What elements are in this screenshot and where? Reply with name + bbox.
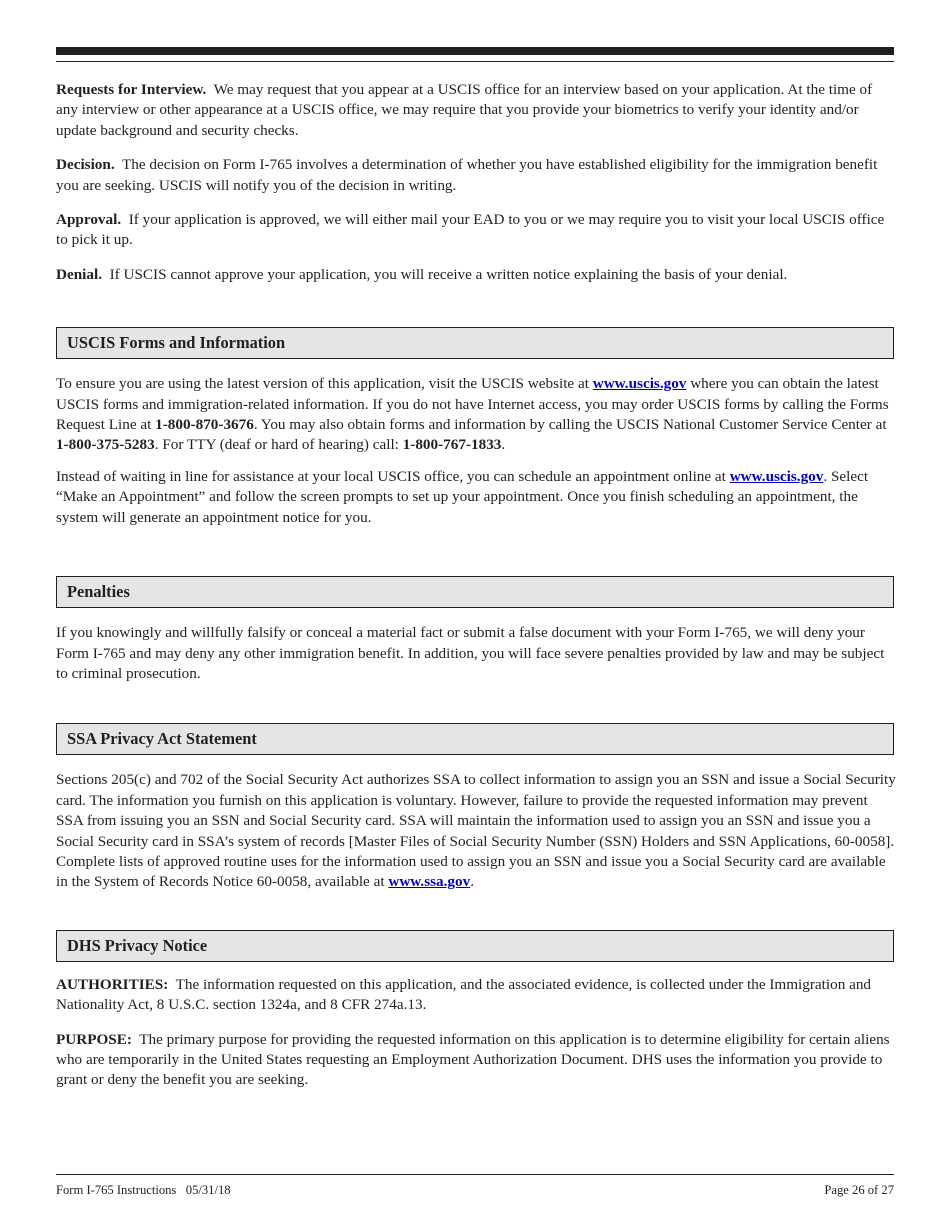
denial-label: Denial. — [56, 265, 102, 283]
section-heading-ssa-privacy: SSA Privacy Act Statement — [56, 723, 894, 755]
ssa-website-link[interactable]: www.ssa.gov — [388, 873, 471, 891]
footer-rule — [56, 1174, 894, 1175]
dhs-purpose-paragraph — [56, 1030, 896, 1091]
section-heading-dhs-privacy: DHS Privacy Notice — [56, 930, 894, 962]
uscis-forms-paragraph-1 — [56, 374, 896, 456]
authorities-label: AUTHORITIES: — [56, 975, 169, 993]
uscis-forms-text-b: where you can obtain the latest USCIS forms and immigration-related information. If you do not have Internet access, you may order USCIS forms by calling the Forms Request Line at — [56, 375, 889, 434]
interview-text: We may request that you appear at a USCIS office for an interview based on your application. At the time of any interview or other appearance at a USCIS office, we may require that you provide your biometrics to verify your identity and/or update background and security checks. — [56, 81, 873, 139]
footer-form-info: Form I-765 Instructions 05/31/18 — [56, 1183, 231, 1197]
appointment-text-a: Instead of waiting in line for assistance at your local USCIS office, you can schedule an appointment online at — [56, 467, 726, 485]
decision-label: Decision. — [56, 156, 115, 174]
approval-paragraph — [56, 210, 896, 251]
authorities-text: The information requested on this application, and the associated evidence, is collected under the Immigration and Nationality Act, 8 U.S.C. section 1324a, and 8 CFR 274a.13. — [56, 975, 872, 1014]
ssa-privacy-paragraph — [56, 770, 896, 892]
uscis-website-link[interactable]: www.uscis.gov — [592, 375, 687, 393]
uscis-forms-text-e: . — [501, 436, 506, 454]
page-content — [56, 80, 896, 1105]
interview-label: Requests for Interview. — [56, 81, 207, 98]
approval-label: Approval. — [56, 211, 122, 229]
uscis-appointment-link[interactable]: www.uscis.gov — [729, 467, 824, 485]
ssa-privacy-text: Sections 205(c) and 702 of the Social Security Act authorizes SSA to collect information to assign you an SSN and issue a Social Security card. The information you furnish on this application is voluntary. However, failure to provide the requested information may prevent SSA from issuing you an SSN and Social Security card. SSA will maintain the information used to assign you an SSN and issue you a Social Security card in SSA’s system of records [Master Files of Social Security Number (SSN) Holders and SSN Applications, 60-0058]. Complete lists of approved routine uses for the information used to assign you an SSN and issue you a Social Security card are available in the System of Records Notice 60-0058, available at — [56, 771, 896, 891]
appointment-text-b: . Select “Make an Appointment” and follow the screen prompts to set up your appointment. Once you finish scheduling an appointment, the system will generate an appointment notice for you. — [56, 467, 869, 526]
customer-service-phone: 1-800-375-5283 — [56, 436, 155, 454]
denial-text: If USCIS cannot approve your application, you will receive a written notice explaining the basis of your denial. — [109, 265, 788, 283]
interview-paragraph — [56, 80, 896, 141]
ssa-privacy-end: . — [470, 873, 475, 891]
section-heading-uscis-forms: USCIS Forms and Information — [56, 327, 894, 359]
footer-page-number: Page 26 of 27 — [824, 1183, 894, 1197]
denial-paragraph — [56, 265, 896, 285]
forms-request-phone: 1-800-870-3676 — [155, 416, 254, 434]
purpose-text: The primary purpose for providing the requested information on this application is to determine eligibility for certain aliens who are temporarily in the United States requesting an Employment Authorization Document. DHS uses the information you provide to grant or deny the benefit you are seeking. — [56, 1030, 890, 1089]
penalties-paragraph: If you knowingly and willfully falsify or conceal a material fact or submit a false document with your Form I-765, we will deny your Form I-765 and may deny any other immigration benefit. In addition, you will face severe penalties provided by law and may be subject to criminal prosecution. — [56, 624, 885, 682]
section-heading-penalties: Penalties — [56, 576, 894, 608]
purpose-label: PURPOSE: — [56, 1030, 132, 1048]
header-thin-rule — [56, 61, 894, 62]
dhs-authorities-paragraph — [56, 975, 896, 1016]
uscis-forms-paragraph-2 — [56, 467, 896, 528]
uscis-forms-text-c: . You may also obtain forms and information by calling the USCIS National Customer Service Center at — [253, 416, 887, 434]
header-thick-rule — [56, 47, 894, 55]
uscis-forms-text-a: To ensure you are using the latest version of this application, visit the USCIS website at — [56, 375, 589, 393]
decision-paragraph — [56, 155, 896, 196]
decision-text: The decision on Form I-765 involves a determination of whether you have established eligibility for the immigration benefit you are seeking. USCIS will notify you of the decision in writing. — [56, 156, 878, 194]
approval-text: If your application is approved, we will either mail your EAD to you or we may require you to visit your local USCIS office to pick it up. — [56, 211, 885, 249]
tty-phone: 1-800-767-1833 — [402, 436, 502, 454]
uscis-forms-text-d: . For TTY (deaf or hard of hearing) call: — [154, 436, 399, 454]
